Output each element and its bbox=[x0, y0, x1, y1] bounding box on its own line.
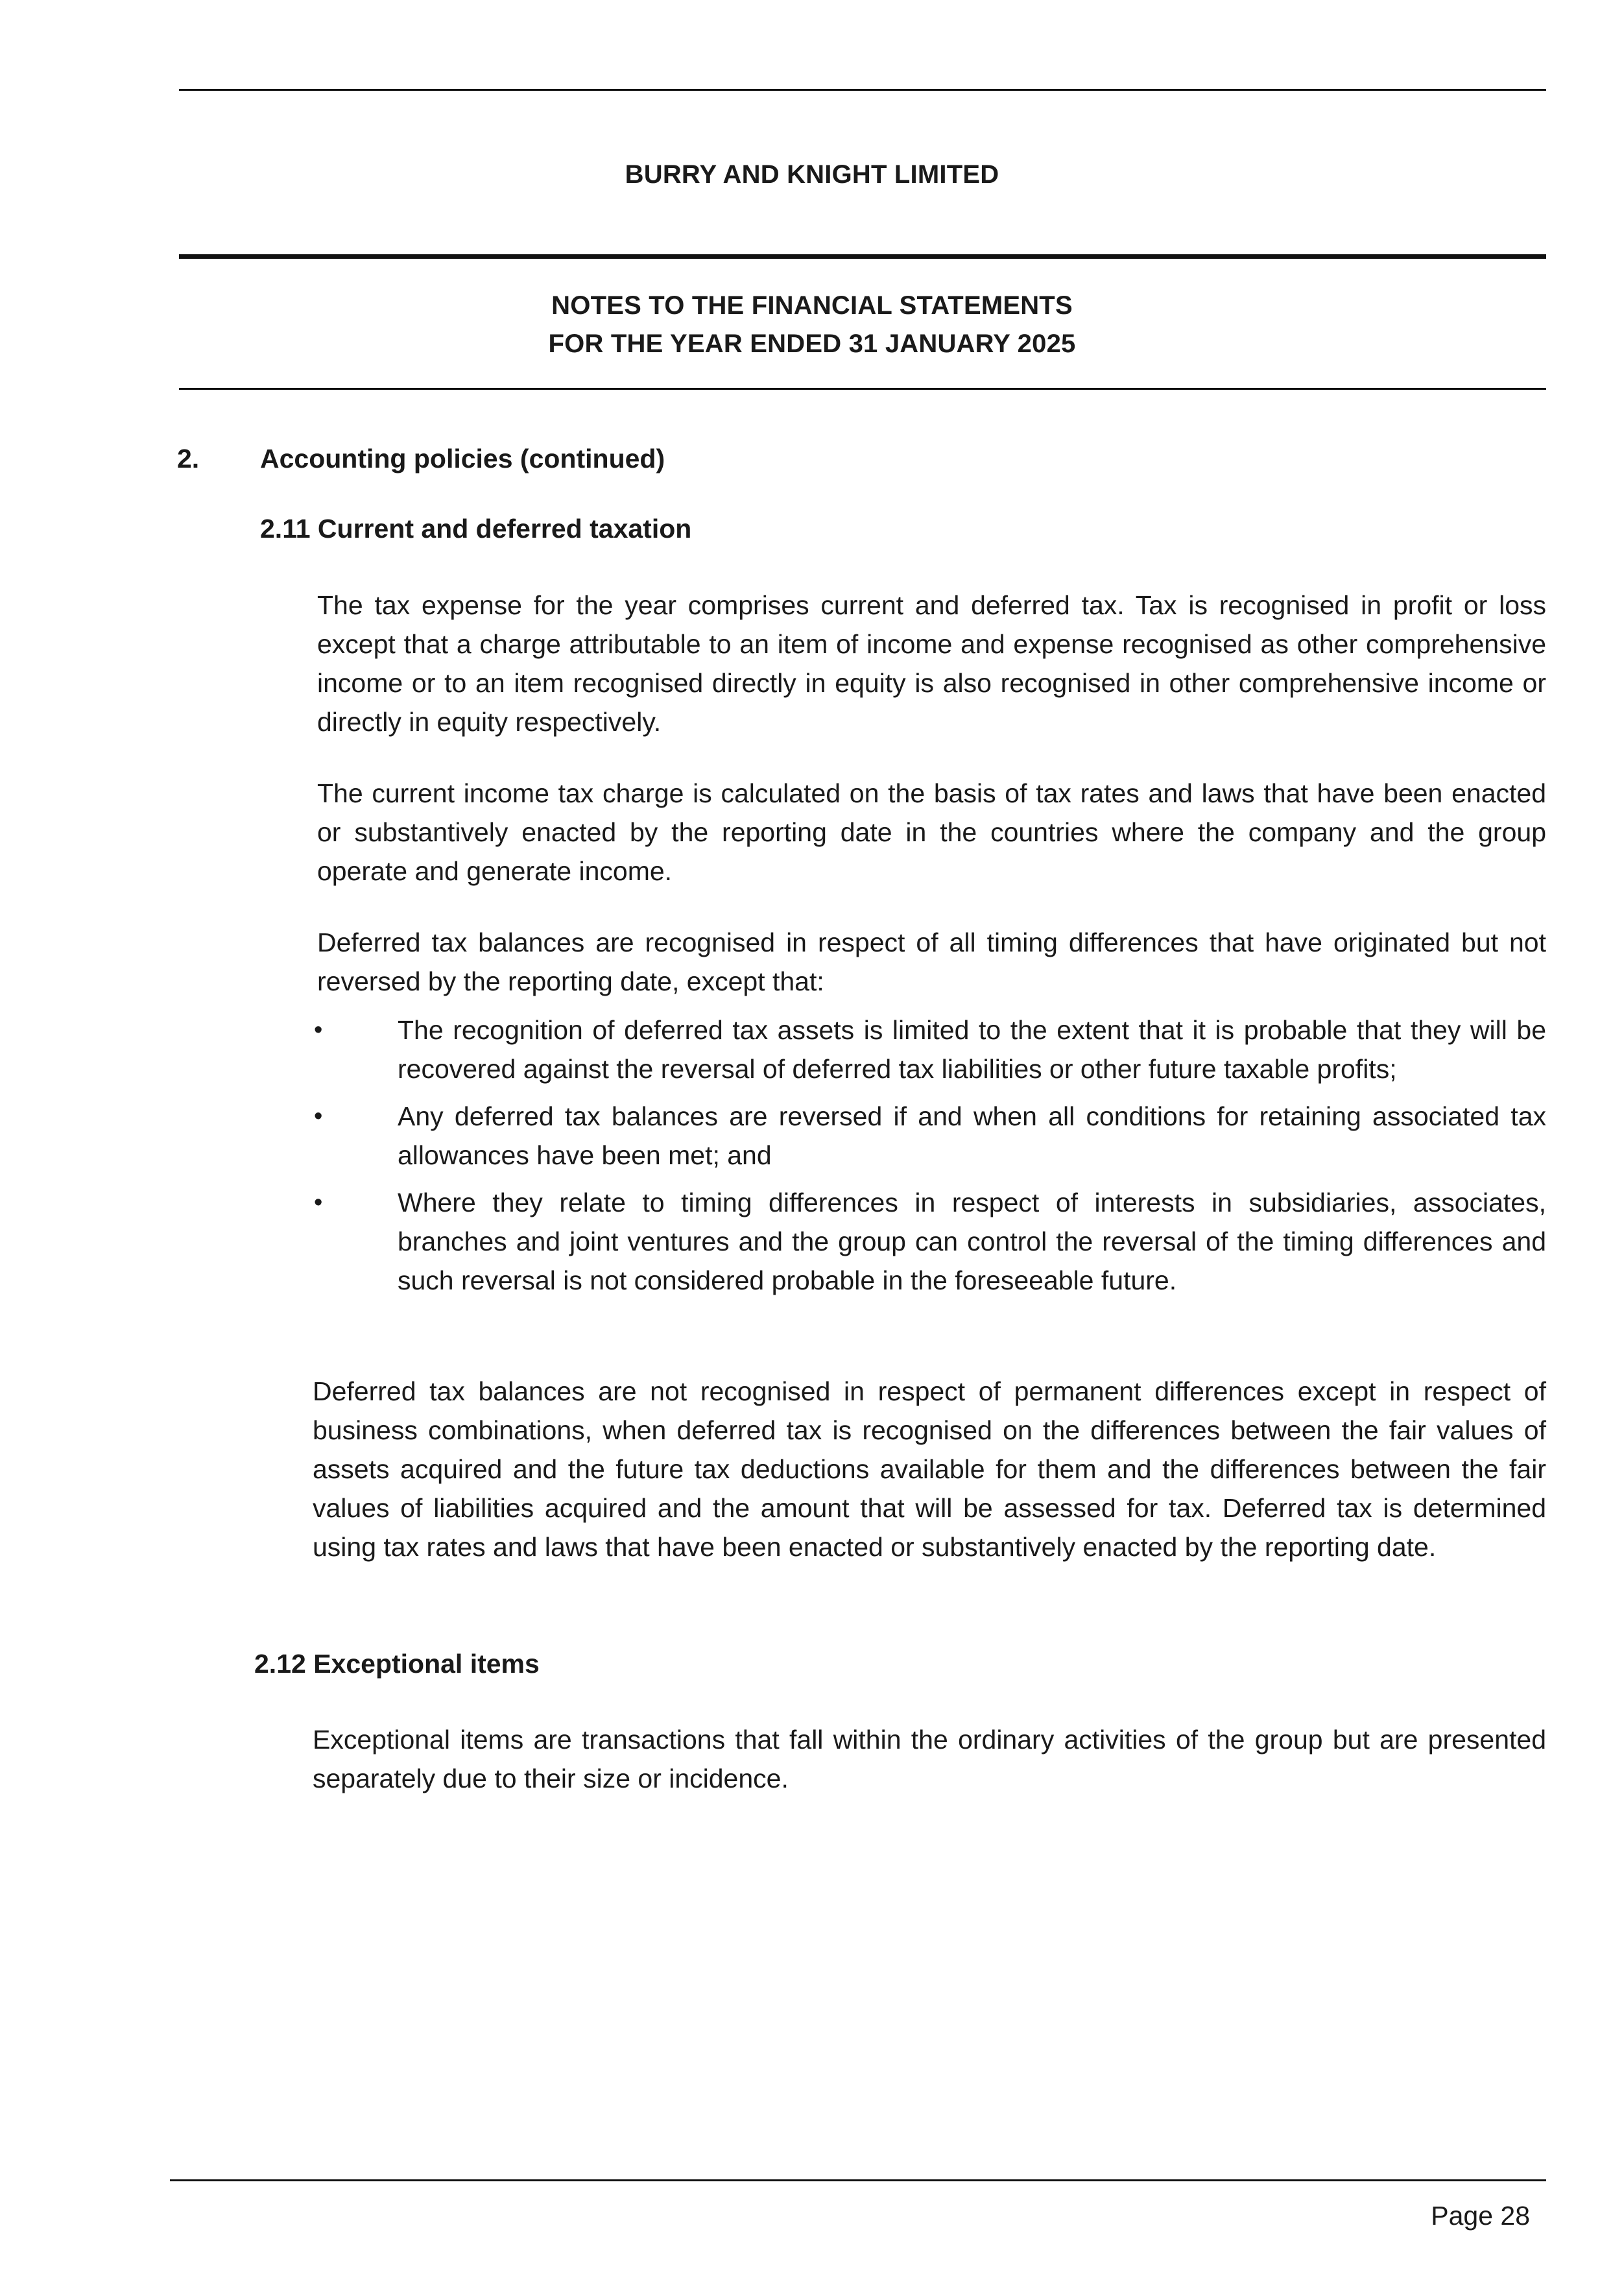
top-rule bbox=[179, 89, 1546, 91]
bullet-icon: • bbox=[314, 1189, 323, 1216]
bullet-icon: • bbox=[314, 1016, 323, 1044]
list-item-text: Any deferred tax balances are reversed if and when all conditions for retaining associated tax allowances have been met; and bbox=[398, 1101, 1546, 1170]
list-item-text: Where they relate to timing differences in respect of interests in subsidiaries, associates, branches and joint ventures and the group can control the reversal of the timing differences and such reversal is not considered probable in the foreseeable future. bbox=[398, 1188, 1546, 1295]
section-2-12-heading: 2.12 Exceptional items bbox=[254, 1649, 540, 1679]
section-2-11-paragraph-1: The tax expense for the year comprises current and deferred tax. Tax is recognised in profit or loss except that a charge attributable to an item of income and expense recognised as other comprehensive income or to an item recognised directly in equity is also recognised in other comprehensive income or directly in equity respectively. bbox=[317, 590, 1546, 737]
list-item bbox=[311, 1097, 1546, 1175]
note-title: Accounting policies (continued) bbox=[260, 444, 665, 473]
section-2-11-paragraph-3: Deferred tax balances are recognised in respect of all timing differences that have originated but not reversed by the reporting date, except that: bbox=[317, 928, 1546, 996]
deferred-tax-exceptions-list bbox=[311, 1011, 1546, 1308]
page-number: Page 28 bbox=[1431, 2201, 1530, 2231]
note-number: 2. bbox=[177, 444, 200, 473]
statement-title-line1: NOTES TO THE FINANCIAL STATEMENTS bbox=[551, 291, 1073, 320]
footer-rule bbox=[170, 2179, 1546, 2181]
list-item-text: The recognition of deferred tax assets is limited to the extent that it is probable that they will be recovered against the reversal of deferred tax liabilities or other future taxable profits; bbox=[398, 1015, 1546, 1084]
statement-title-line2: FOR THE YEAR ENDED 31 JANUARY 2025 bbox=[548, 329, 1076, 358]
section-2-12-paragraph-1: Exceptional items are transactions that fall within the ordinary activities of the group but are presented separately due to their size or incidence. bbox=[313, 1725, 1546, 1793]
bullet-icon: • bbox=[314, 1103, 323, 1130]
section-2-11-heading: 2.11 Current and deferred taxation bbox=[260, 514, 692, 544]
section-2-11-paragraph-2: The current income tax charge is calculated on the basis of tax rates and laws that have been enacted or substantively enacted by the reporting date in the countries where the company and the group operate and generate income. bbox=[317, 778, 1546, 886]
list-item bbox=[311, 1183, 1546, 1300]
header-thick-rule bbox=[179, 254, 1546, 259]
section-2-11-paragraph-4: Deferred tax balances are not recognised in respect of permanent differences except in respect of business combinations, when deferred tax is recognised on the differences between the fair values of assets acquired and the future tax deductions available for them and the differences between the fair values of liabilities acquired and the amount that will be assessed for tax. Deferred tax is determined using tax rates and laws that have been enacted or substantively enacted by the reporting date. bbox=[313, 1376, 1546, 1562]
company-name: BURRY AND KNIGHT LIMITED bbox=[625, 160, 999, 189]
list-item bbox=[311, 1011, 1546, 1088]
header-bottom-rule bbox=[179, 388, 1546, 390]
